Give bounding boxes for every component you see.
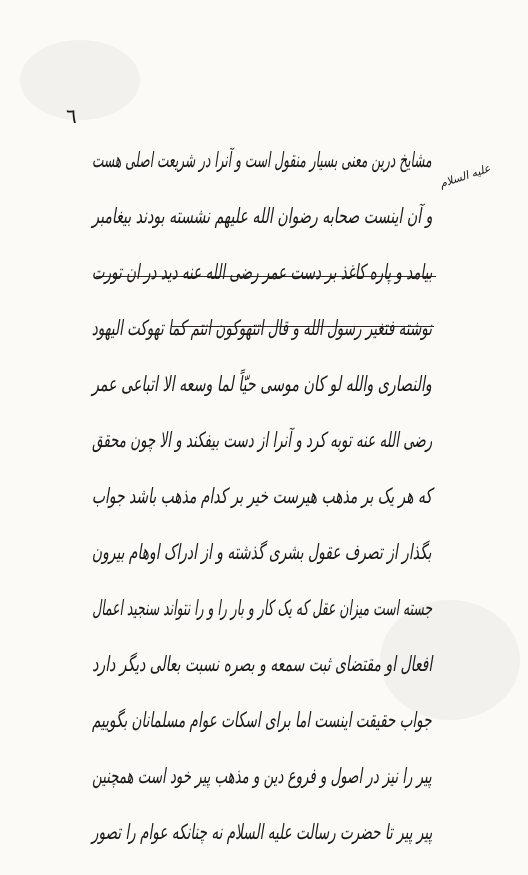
text-line: و آن اینست صحابه رضوان الله علیهم نشسته بودند بیغامبر (91, 204, 432, 228)
text-line: والنصاری والله لو کان موسی حیّاً لما وسعه الا اتباعی عمر (92, 372, 432, 396)
paper-stain (20, 40, 140, 120)
text-line: بگذار از تصرف عقول بشری گذشته و از ادراک اوهام بیرون (92, 540, 432, 564)
text-line: پیر پیر تا حضرت رسالت علیه السلام نه چنانکه عوام را تصور (91, 820, 432, 844)
page-number: ٦ (66, 104, 77, 128)
text-line: رضی الله عنه توبه کرد و آنرا از دست بیفکند و الا چون محقق (91, 428, 432, 452)
text-line: مشایخ درین معنی بسیار منقول است و آنرا در شریعت اصلی هست (92, 148, 432, 172)
manuscript-text (92, 132, 432, 860)
margin-note: علیه السلام (438, 161, 492, 191)
text-line: جسته است میزان عقل که یک کار و بار را و را نتواند سنجید اعمال (92, 596, 432, 620)
text-line: بیامد و پاره کاغذ بر دست عمر رضی الله عنه دید در ان تورت (91, 260, 432, 284)
text-line: نوشته فتغیر رسول الله و قال اتتهوکون انتم کما تهوکت الیهود (91, 316, 432, 340)
text-line: جواب حقیقت اینست اما برای اسکات عوام مسلمانان بگوییم (92, 708, 432, 732)
text-line: پیر را نیز در اصول و فروع دین و مذهب پیر خود است همچنین (92, 764, 432, 788)
text-line: که هر یک بر مذهب هیرست خیر بر کدام مذهب باشد جواب (91, 484, 432, 508)
text-line: افعال او مقتضای ثبت سمعه و بصره نسبت بعالی دیگر دارد (92, 652, 432, 676)
